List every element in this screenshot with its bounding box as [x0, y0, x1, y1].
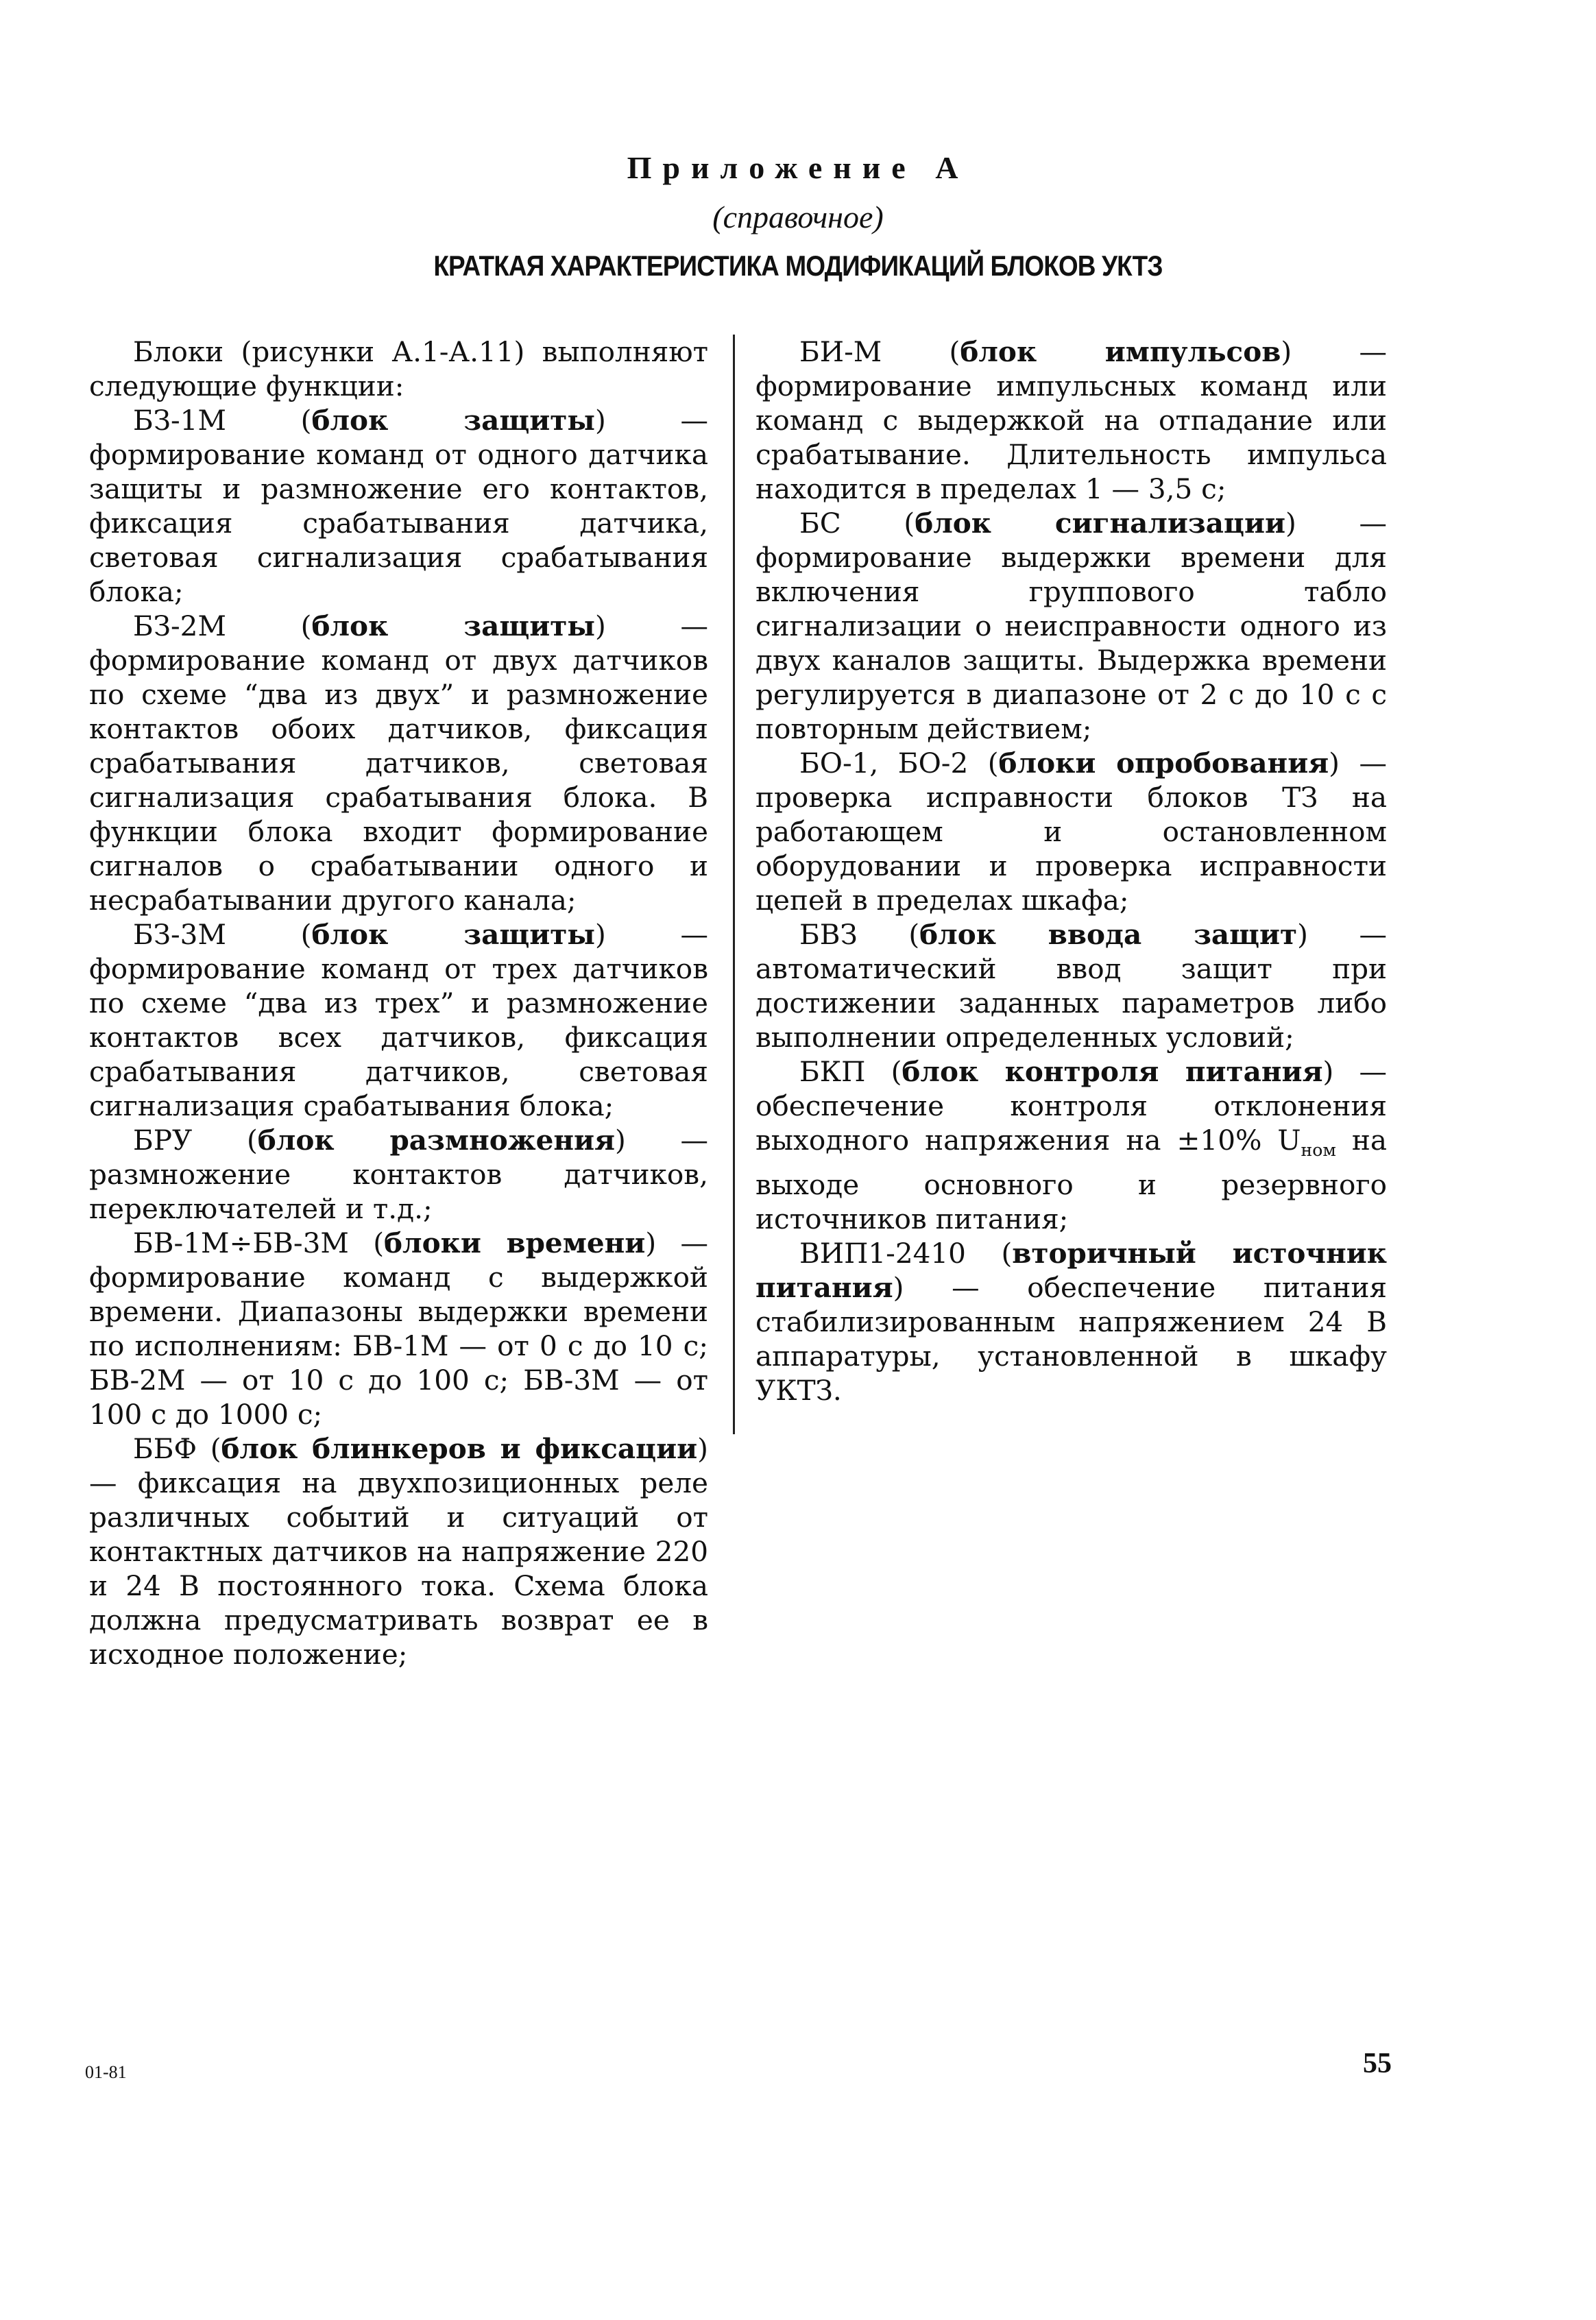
block-code: БО-1, БО-2 (: [799, 747, 999, 780]
block-desc: ) — формирование команд с выдержкой времени. Диапазоны выдержки времени по исполнениям: БВ-1М — от 0 с до 10 с; БВ-2М — от 10 с до 100 с; БВ-3М — от 100 с до 1000 с;: [89, 1227, 708, 1431]
block-term: блок контроля питания: [902, 1055, 1323, 1088]
block-desc: ) — формирование выдержки времени для включения группового табло сигнализации о неисправности одного из двух каналов защиты. Выдержка времени регулируется в диапазоне от 2 с до 10 с с повторным действием;: [755, 507, 1387, 745]
block-code: БЗ-1М (: [133, 404, 312, 437]
block-description: [755, 746, 1387, 917]
block-description: [89, 1226, 708, 1431]
block-desc: ) — формирование команд от двух датчиков по схеме “два из двух” и размножение контактов обоих датчиков, фиксация срабатывания датчиков, световая сигнализация срабатывания блока. В функции блока входит формирование сигналов о срабатывании одного и несрабатывании другого канала;: [89, 609, 709, 917]
appendix-caption: КРАТКАЯ ХАРАКТЕРИСТИКА МОДИФИКАЦИЙ БЛОКОВ УКТЗ: [433, 250, 1163, 282]
block-desc: ) — размножение контактов датчиков, переключателей и т.д.;: [89, 1124, 708, 1225]
column-divider: [733, 335, 735, 1434]
block-description: [755, 1236, 1387, 1407]
block-code: БИ-М (: [799, 335, 960, 368]
block-description: [89, 403, 708, 609]
appendix-type: (справочное): [712, 200, 884, 234]
block-code: ББФ (: [133, 1432, 221, 1465]
block-description: [89, 1123, 708, 1226]
block-description: [755, 917, 1387, 1054]
block-desc: ) — автоматический ввод защит при достижении заданных параметров либо выполнении определенных условий;: [755, 918, 1387, 1054]
left-text-column: [89, 335, 708, 1671]
block-term: блок размножения: [257, 1124, 616, 1157]
voltage-subscript: ном: [1301, 1140, 1336, 1161]
block-desc: ) — формирование команд от одного датчика защиты и размножение его контактов, фиксация срабатывания датчика, световая сигнализация срабатывания блока;: [89, 404, 709, 608]
block-code: БВЗ (: [799, 918, 920, 951]
block-term: блок защиты: [311, 918, 595, 951]
block-description: [755, 335, 1387, 506]
block-code: БВ-1М÷БВ-3М (: [133, 1227, 384, 1259]
block-description: [755, 506, 1387, 746]
block-term: вторичный источник питания: [755, 1237, 1387, 1305]
block-code: БЗ-2М (: [133, 609, 312, 642]
block-desc: ) — проверка исправности блоков ТЗ на работающем и остановленном оборудовании и проверка исправности цепей в пределах шкафа;: [755, 747, 1387, 917]
block-term: блоки опробования: [998, 747, 1329, 780]
block-description: [89, 917, 708, 1123]
block-code: ВИП1-2410 (: [799, 1237, 1013, 1270]
block-term: блок защиты: [311, 609, 595, 642]
block-term: блоки времени: [384, 1227, 646, 1259]
block-term: блок сигнализации: [915, 507, 1286, 540]
appendix-title: Приложение А: [627, 150, 969, 185]
block-term: блок защиты: [311, 404, 595, 437]
block-description: [89, 1431, 708, 1671]
footer-code: 01-81: [85, 2062, 127, 2082]
block-code: БЗ-3М (: [133, 918, 312, 951]
block-desc: на выходе основного и резервного источников питания;: [755, 1124, 1388, 1236]
right-text-column: [755, 335, 1387, 1407]
block-desc: ) — формирование команд от трех датчиков по схеме “два из трех” и размножение контактов всех датчиков, фиксация срабатывания датчиков, световая сигнализация срабатывания блока;: [89, 918, 709, 1122]
block-code: БС (: [799, 507, 915, 540]
block-desc: ) — фиксация на двухпозиционных реле различных событий и ситуаций от контактных датчиков на напряжение 220 и 24 В постоянного тока. Схема блока должна предусматривать возврат ее в исходное положение;: [89, 1432, 708, 1671]
block-code: БКП (: [799, 1055, 902, 1088]
block-term: блок импульсов: [960, 335, 1281, 368]
block-code: БРУ (: [133, 1124, 258, 1157]
block-desc: ) — обеспечение питания стабилизированным напряжением 24 В аппаратуры, установленной в шкафу УКТЗ.: [755, 1271, 1387, 1407]
block-description: [89, 609, 708, 917]
block-desc: ) — обеспечение контроля отклонения выходного напряжения на ±10% U: [755, 1055, 1387, 1157]
block-term: блок блинкеров и фиксации: [221, 1432, 698, 1465]
block-description: [755, 1054, 1387, 1236]
block-term: блок ввода защит: [919, 918, 1298, 951]
intro-paragraph: Блоки (рисунки А.1-А.11) выполняют следующие функции:: [89, 335, 708, 402]
page-number: 55: [1363, 2048, 1392, 2079]
block-desc: ) — формирование импульсных команд или команд с выдержкой на отпадание или срабатывание. Длительность импульса находится в пределах 1 — 3,5 с;: [755, 335, 1387, 505]
